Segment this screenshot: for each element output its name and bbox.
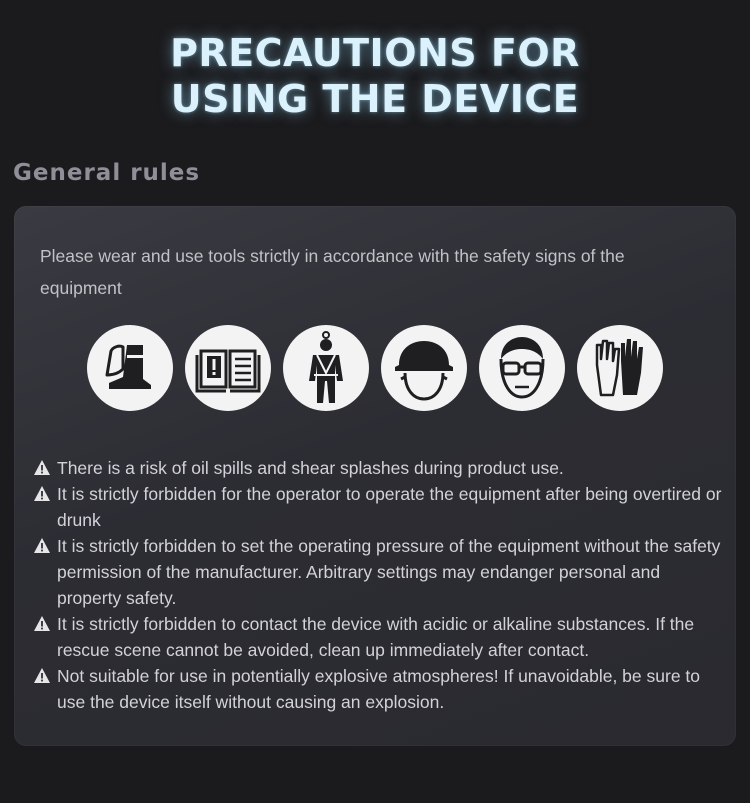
rule-text: Not suitable for use in potentially explosive atmospheres! If unavoidable, be sure to use the device itself without causing an explosion. xyxy=(57,666,701,712)
warning-icon xyxy=(33,537,51,554)
intro-text: Please wear and use tools strictly in accordance with the safety signs of the equipment xyxy=(40,246,625,298)
rule-item xyxy=(33,611,723,663)
warning-icon xyxy=(33,667,51,684)
safety-icons-row xyxy=(87,325,667,415)
rule-text: It is strictly forbidden for the operator to operate the equipment after being overtired or drunk xyxy=(57,484,722,530)
rule-item xyxy=(33,455,723,481)
warning-icon xyxy=(33,485,51,502)
rule-text: It is strictly forbidden to set the operating pressure of the equipment without the safety permission of the manufacturer. Arbitrary settings may endanger personal and property safety. xyxy=(57,536,721,608)
page-title-line-1: PRECAUTIONS FOR xyxy=(170,31,580,75)
rule-text: There is a risk of oil spills and shear splashes during product use. xyxy=(57,458,564,478)
page-title-line-2: USING THE DEVICE xyxy=(170,77,580,121)
rules-list xyxy=(33,455,723,715)
warning-icon xyxy=(33,459,51,476)
section-heading: General rules xyxy=(13,160,201,186)
rule-text: It is strictly forbidden to contact the device with acidic or alkaline substances. If the rescue scene cannot be avoided, clean up immediately after contact. xyxy=(57,614,695,660)
rules-card xyxy=(14,206,736,746)
gloves-icon xyxy=(577,325,663,411)
page-title xyxy=(0,30,750,122)
rule-item xyxy=(33,663,723,715)
harness-icon xyxy=(283,325,369,411)
manual-icon xyxy=(185,325,271,411)
boot-icon xyxy=(87,325,173,411)
helmet-icon xyxy=(381,325,467,411)
rule-item xyxy=(33,481,723,533)
rule-item xyxy=(33,533,723,611)
goggles-icon xyxy=(479,325,565,411)
warning-icon xyxy=(33,615,51,632)
